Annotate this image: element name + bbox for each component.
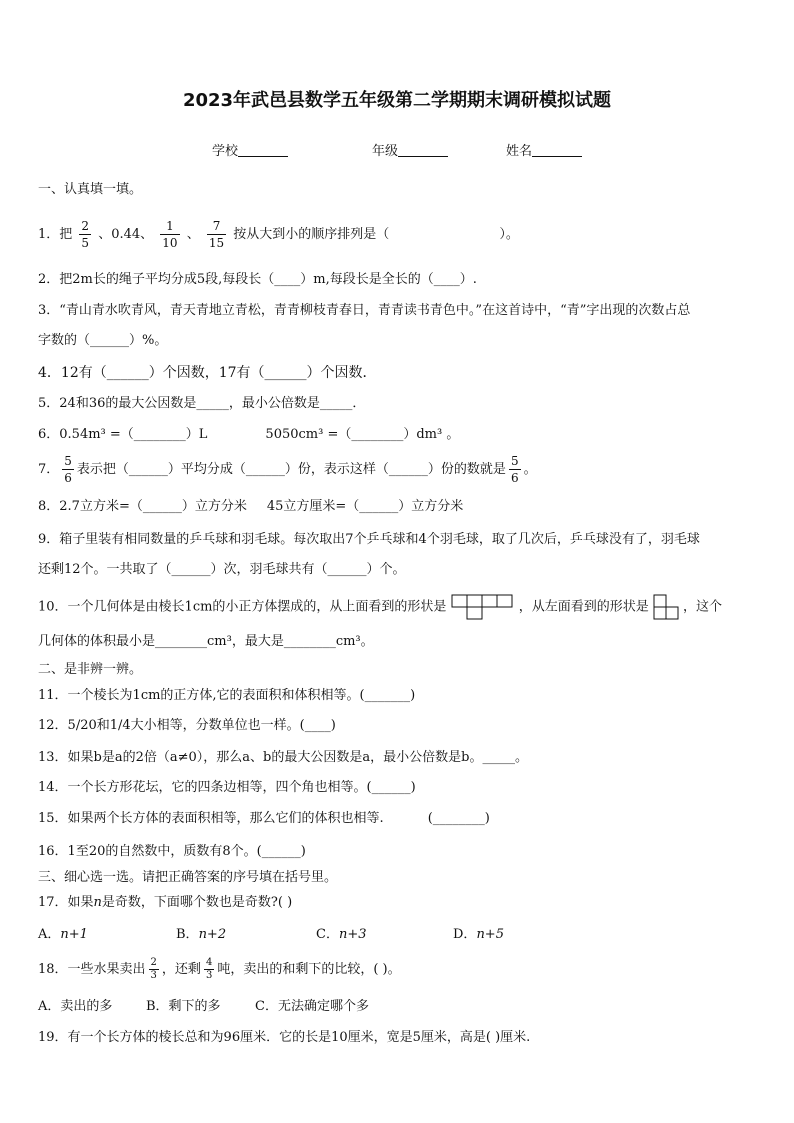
left-view-figure [653, 594, 679, 620]
question-3-line-1: 3．“青山青水吹青风，青天青地立青松，青青柳枝青春日，青青读书青色中。”在这首诗中，“青”字出现的次数占总 [38, 303, 691, 318]
question-13: 13．如果b是a的2倍（a≠0），那么a、b的最大公因数是a，最小公倍数是b。_____。 [38, 750, 528, 765]
top-view-figure [451, 594, 515, 620]
grade-blank[interactable] [398, 142, 448, 157]
grade-field: 年级 [372, 140, 448, 159]
question-18: 18．一些水果卖出 $\frac{2}{3}$ ，还剩 $\frac{4}{3}$ 吨，卖出的和剩下的比较，( )。 [38, 957, 401, 981]
fraction: $\frac{5}{6}$ [510, 454, 519, 485]
fraction: $\frac{4}{3}$ [205, 957, 213, 981]
question-10-line-2: 几何体的体积最小是________cm³，最大是________cm³。 [38, 634, 374, 649]
question-14: 14．一个长方形花坛，它的四条边相等，四个角也相等。(______) [38, 780, 416, 795]
fraction: $\frac{1}{10}$ [162, 219, 178, 250]
question-6: 6．0.54m³ =（________）L 5050cm³ =（________）dm³ 。 [38, 427, 460, 442]
question-9-line-1: 9．箱子里装有相同数量的乒乓球和羽毛球。每次取出7个乒乓球和4个羽毛球，取了几次后，乒乓球没有了，羽毛球 [38, 532, 700, 547]
q17-option-d[interactable]: D．n+5 [453, 927, 504, 942]
q17-option-a[interactable]: A．n+1 [38, 927, 88, 942]
q17-option-c[interactable]: C．n+3 [316, 927, 367, 942]
q17-option-b[interactable]: B．n+2 [176, 927, 227, 942]
question-1: 1．把 $\frac{2}{5}$ 、0.44、 $\frac{1}{10}$ 、 $\frac{7}{15}$ 按从大到小的顺序排列是（ ）。 [38, 219, 519, 250]
question-8: 8．2.7立方米=（______）立方分米 45立方厘米=（______）立方分米 [38, 499, 464, 514]
question-5: 5．24和36的最大公因数是_____，最小公倍数是_____． [38, 396, 366, 411]
fraction: $\frac{7}{15}$ [208, 219, 225, 250]
name-field: 姓名 [506, 140, 582, 159]
question-15: 15．如果两个长方体的表面积相等，那么它们的体积也相等. (________) [38, 811, 490, 826]
question-12: 12．5/20和1/4大小相等，分数单位也一样。(____) [38, 718, 336, 733]
fraction: $\frac{2}{5}$ [81, 219, 90, 250]
question-4: 4．12有（______）个因数，17有（______）个因数． [38, 365, 377, 381]
section-2-heading: 二、是非辨一辨。 [38, 662, 143, 677]
question-16: 16．1至20的自然数中，质数有8个。(______) [38, 844, 306, 859]
question-7: 7． $\frac{5}{6}$ 表示把（______）平均分成（______）份，表示这样（______）份的数就是 $\frac{5}{6}$ 。 [38, 454, 537, 485]
question-19: 19．有一个长方体的棱长总和为96厘米．它的长是10厘米，宽是5厘米，高是( )厘米. [38, 1030, 531, 1045]
question-3-line-2: 字数的（______）%。 [38, 333, 168, 348]
question-11: 11．一个棱长为1cm的正方体,它的表面积和体积相等。(_______) [38, 688, 416, 703]
question-2: 2．把2m长的绳子平均分成5段,每段长（____）m,每段长是全长的（____）. [38, 272, 477, 287]
q18-option-b[interactable]: B．剩下的多 [146, 999, 221, 1014]
question-10-line-1: 10．一个几何体是由棱长1cm的小正方体摆成的，从上面看到的形状是 ，从左面看到的形状是 ，这个 [38, 594, 722, 621]
section-3-heading: 三、细心选一选。请把正确答案的序号填在括号里。 [38, 870, 338, 885]
question-17: 17．如果n是奇数，下面哪个数也是奇数?( ) [38, 895, 293, 910]
fraction: $\frac{2}{3}$ [150, 957, 157, 981]
name-blank[interactable] [532, 142, 582, 157]
section-1-heading: 一、认真填一填。 [38, 182, 143, 197]
fraction: $\frac{5}{6}$ [64, 454, 72, 485]
school-blank[interactable] [238, 142, 288, 157]
question-9-line-2: 还剩12个。一共取了（______）次，羽毛球共有（______）个。 [38, 562, 406, 577]
page-title: 2023年武邑县数学五年级第二学期期末调研模拟试题 [182, 90, 612, 111]
q18-option-c[interactable]: C．无法确定哪个多 [255, 999, 369, 1014]
q18-option-a[interactable]: A．卖出的多 [38, 999, 113, 1014]
school-field: 学校 [212, 140, 288, 159]
